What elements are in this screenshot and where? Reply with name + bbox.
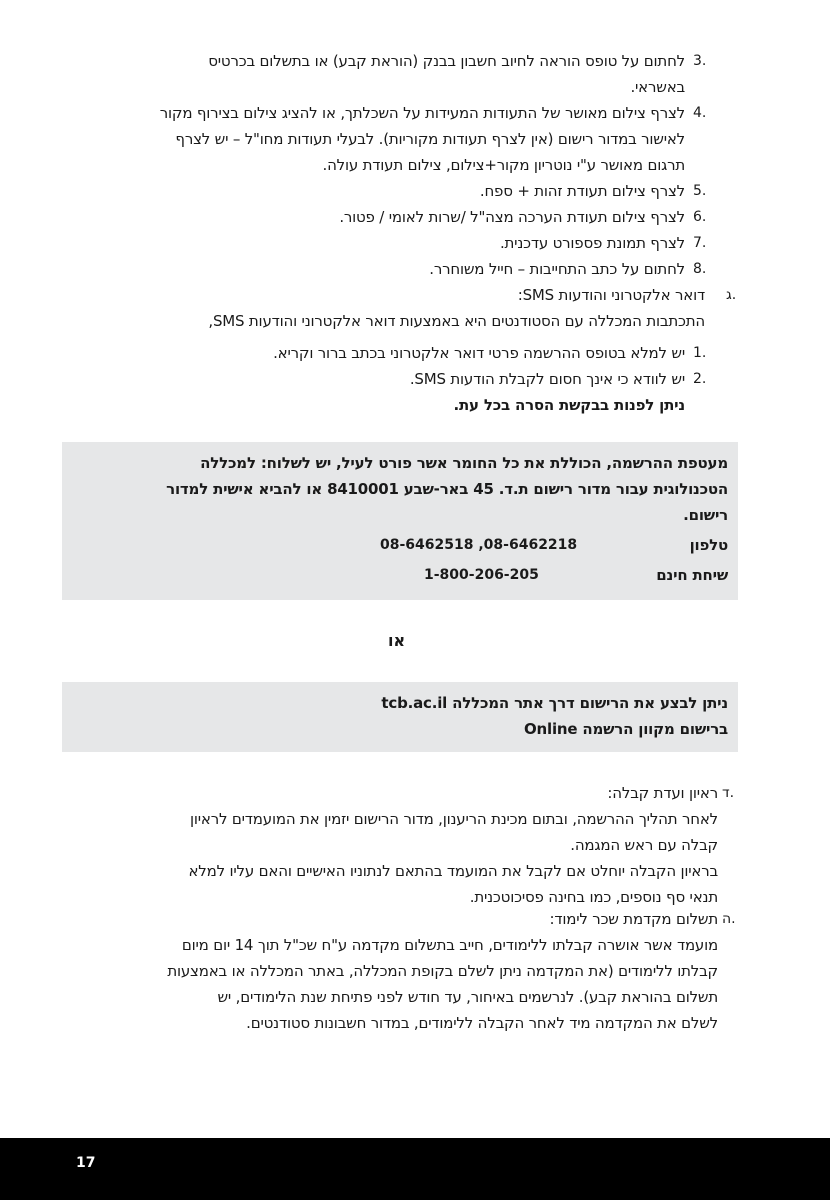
section-title: דואר אלקטרוני והודעות SMS:: [517, 286, 705, 304]
deposit-line-4: לשלם את המקדמה מיד לאחר הקבלה ללימודים, במדור חשבונות סטודנטים.: [246, 1014, 718, 1032]
item-number: 2.: [693, 371, 707, 387]
section-email-sms: [0, 280, 830, 420]
mailing-line-2: הטכנולוגית עבור מדור רישום ת.ד. 45 באר-שבע 8410001 או להביא אישית למדור: [166, 480, 728, 498]
section-title: תשלום מקדמת שכר לימוד:: [549, 910, 718, 928]
online-line-2: ברישום מקוון הרשמה Online: [523, 720, 728, 738]
email-instruction: יש למלא בטופס ההרשמה פרטי דואר אלקטרוני בכתב ברור וקריא.: [273, 344, 685, 362]
registration-steps-list: [0, 0, 830, 290]
section-tuition-deposit: [0, 904, 830, 1034]
section-letter: ה.: [722, 911, 736, 927]
mailing-info-box: [62, 442, 738, 600]
section-intro: התכתבות המכללה עם הסטודנטים היא באמצעות דואר אלקטרוני והודעות SMS,: [208, 312, 705, 330]
item-number: 8.: [693, 261, 707, 277]
or-separator: או: [388, 631, 406, 650]
deposit-line-2: קבלתו ללימודים (את המקדמה ניתן לשלם בקופת המכללה, באתר המכללה או באמצעות: [167, 962, 718, 980]
page-footer: [0, 1138, 830, 1200]
sms-instruction: יש לוודא כי אינך חסום לקבלת הודעות SMS.: [409, 370, 685, 388]
page-number: 17: [76, 1155, 96, 1171]
item-4-line-3: תרגום מאושר ע"י נוטריון מקור+צילום, צילום תעודת עולה.: [322, 156, 685, 174]
removal-note: ניתן לפנות בבקשת הסרה בכל עת.: [453, 396, 685, 414]
item-3-line-1: לחתום על טופס הוראה לחיוב חשבון בבנק (הוראת קבע) או בתשלום בכרטיס: [208, 52, 685, 70]
item-7-line: לצרף תמונת פספורט עדכנית.: [499, 234, 685, 252]
interview-line-2: קבלה עם ראש המגמה.: [570, 836, 718, 854]
item-number: 5.: [693, 183, 707, 199]
online-registration-box: [62, 682, 738, 752]
section-letter: ג.: [726, 287, 737, 303]
item-4-line-1: לצרף צילום מאושר של התעודות המעידות על השכלתך, או להציג צילום בצירוף מקור: [159, 104, 685, 122]
online-line-1[interactable]: ניתן לבצע את הרישום דרך אתר המכללה tcb.ac.il: [381, 694, 728, 712]
deposit-line-3: תשלום בהוראת קבע). לנרשמים באיחור, עד חודש לפני פתיחת שנת הלימודים, יש: [217, 988, 718, 1006]
item-number: 7.: [693, 235, 707, 251]
item-8-line: לחתום על כתב התחייבות – חייל משוחרר.: [429, 260, 685, 278]
item-5-line: לצרף צילום תעודת זהות + ספח.: [479, 182, 685, 200]
free-call-value[interactable]: 1-800-206-205: [424, 567, 539, 583]
deposit-line-1: מועמד אשר אושרה קבלתו ללימודים, חייב בתשלום מקדמה ע"ח שכ"ל תוך 14 יום מיום: [181, 936, 718, 954]
mailing-line-1: מעטפת ההרשמה, הכוללת את כל החומר אשר פורט לעיל, יש לשלוח: למכללה: [200, 454, 728, 472]
section-letter: ד.: [722, 785, 735, 801]
section-admission-interview: [0, 778, 830, 906]
item-6-line: לצרף צילום תעודת הערכה מצה"ל /שרות לאומי / פטור.: [339, 208, 685, 226]
item-number: 1.: [693, 345, 707, 361]
phone-label: טלפון: [689, 536, 728, 554]
section-title: ראיון ועדת קבלה:: [607, 784, 718, 802]
item-3-line-2: באשראי.: [630, 78, 685, 96]
interview-line-1: לאחר תהליך ההרשמה, ובתום מכינת הריענון, מדור הרישום יזמין את המועמדים לראיון: [189, 810, 718, 828]
phone-value[interactable]: 08-6462518 ,08-6462218: [380, 537, 578, 553]
free-call-label: שיחת חינם: [656, 566, 728, 584]
item-number: 3.: [693, 53, 707, 69]
item-number: 4.: [693, 105, 707, 121]
item-4-line-2: לאישור במדור רישום (אין לצרף תעודות מקוריות). לבעלי תעודות מחו"ל – יש לצרף: [175, 130, 685, 148]
interview-line-4: תנאי סף נוספים, כמו בחינה פסיכוטכנית.: [469, 888, 718, 906]
mailing-line-3: רישום.: [683, 506, 728, 524]
item-number: 6.: [693, 209, 707, 225]
interview-line-3: בראיון הקבלה יוחלט אם לקבל את המועמד בהתאם לנתוניו האישיים והאם עליו למלא: [188, 862, 718, 880]
